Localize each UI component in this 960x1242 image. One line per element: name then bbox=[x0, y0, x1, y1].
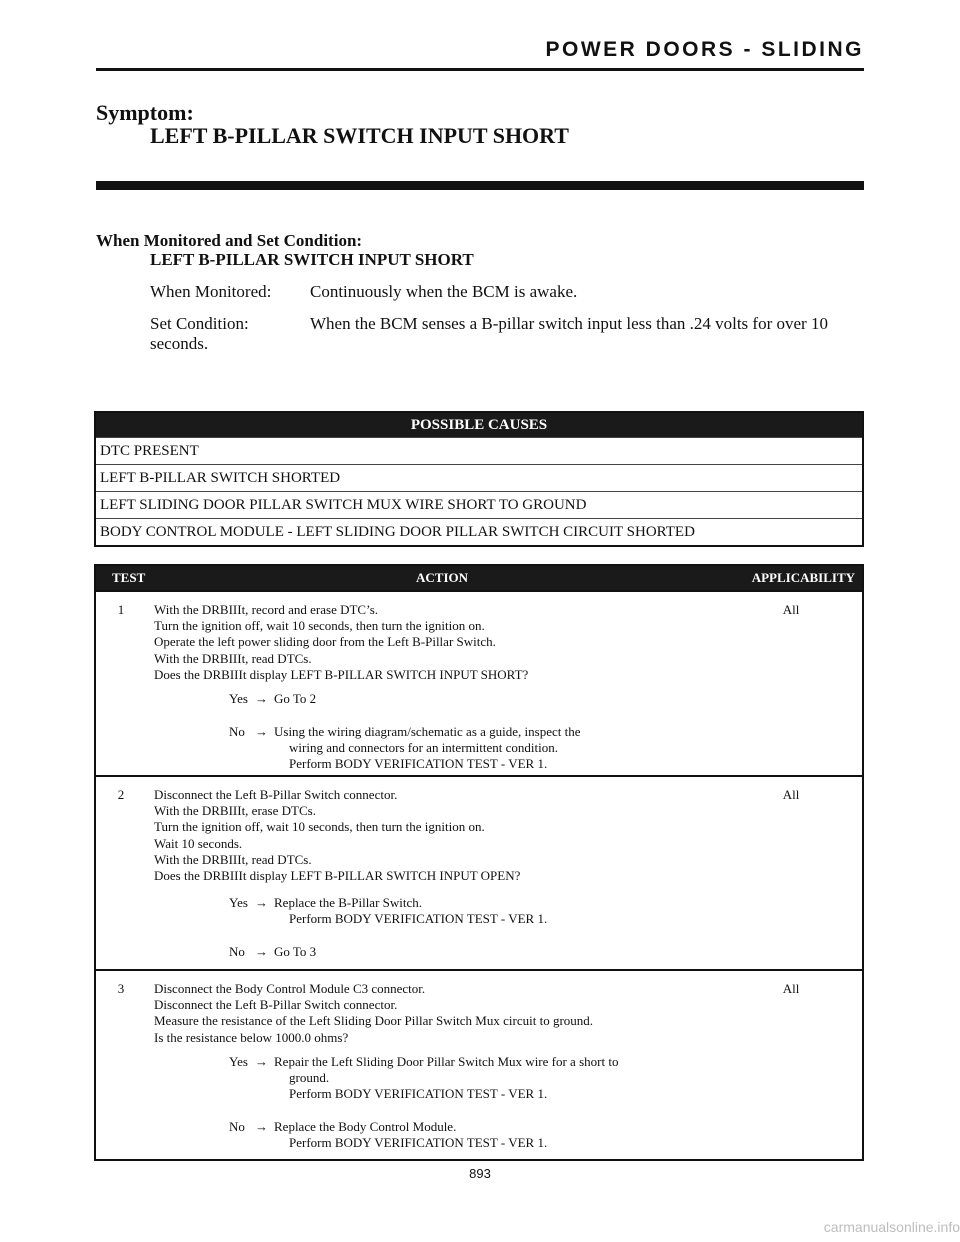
yes-text bbox=[274, 691, 717, 707]
action-line: Measure the resistance of the Left Sliding Door Pillar Switch Mux circuit to ground. bbox=[154, 1013, 594, 1029]
action-line: With the DRBIIIt, read DTCs. bbox=[154, 650, 312, 666]
set-condition-label: Set Condition: bbox=[150, 314, 249, 333]
when-monitored-label: When Monitored: bbox=[150, 282, 272, 301]
response-line: wiring and connectors for an intermittent condition. bbox=[289, 740, 558, 756]
divider-bar bbox=[96, 181, 864, 190]
applicability-header: APPLICABILITY bbox=[751, 570, 855, 585]
no-text bbox=[274, 724, 717, 773]
no-text bbox=[274, 944, 717, 960]
possible-causes-header: POSSIBLE CAUSES bbox=[96, 413, 862, 437]
action-line: With the DRBIIIt, erase DTCs. bbox=[154, 803, 316, 819]
section-title: POWER DOORS - SLIDING bbox=[545, 38, 864, 61]
response-line: Perform BODY VERIFICATION TEST - VER 1. bbox=[289, 911, 548, 927]
action-header: ACTION bbox=[416, 570, 469, 585]
cause-item: DTC PRESENT bbox=[96, 437, 862, 464]
action-line: With the DRBIIIt, read DTCs. bbox=[154, 851, 312, 867]
arrow-icon: → bbox=[255, 1119, 268, 1134]
no-label: No bbox=[229, 1119, 245, 1134]
arrow-icon: → bbox=[255, 691, 268, 706]
action-line: Turn the ignition off, wait 10 seconds, then turn the ignition on. bbox=[154, 618, 485, 634]
set-condition-line bbox=[150, 314, 864, 354]
possible-causes-table bbox=[94, 411, 864, 547]
no-label: No bbox=[229, 944, 245, 959]
test-applicability: All bbox=[782, 981, 800, 996]
response-line: Replace the B-Pillar Switch. bbox=[274, 895, 423, 910]
page-number: 893 bbox=[469, 1166, 491, 1181]
set-condition-text: When the BCM senses a B-pillar switch input less than .24 volts for over 10 seconds. bbox=[150, 314, 828, 353]
test-row-1 bbox=[96, 590, 862, 775]
watermark: carmanualsonline.info bbox=[823, 1219, 960, 1235]
arrow-icon: → bbox=[255, 895, 268, 910]
response-line: Repair the Left Sliding Door Pillar Switch Mux wire for a short to bbox=[274, 1054, 619, 1069]
symptom-title: LEFT B-PILLAR SWITCH INPUT SHORT bbox=[150, 123, 569, 148]
action-line: With the DRBIIIt, record and erase DTC’s. bbox=[154, 602, 379, 617]
action-line: Operate the left power sliding door from the Left B-Pillar Switch. bbox=[154, 634, 496, 650]
arrow-icon: → bbox=[255, 724, 268, 739]
response-line: Go To 2 bbox=[274, 691, 317, 706]
yes-text bbox=[274, 895, 717, 927]
response-line: Replace the Body Control Module. bbox=[274, 1119, 457, 1134]
no-text bbox=[274, 1119, 717, 1151]
monitor-heading: When Monitored and Set Condition: bbox=[96, 231, 363, 250]
test-number: 3 bbox=[117, 981, 125, 996]
response-line: Using the wiring diagram/schematic as a guide, inspect the bbox=[274, 724, 581, 739]
action-line: Disconnect the Left B-Pillar Switch connector. bbox=[154, 787, 398, 802]
action-line: Disconnect the Body Control Module C3 connector. bbox=[154, 981, 426, 996]
arrow-icon: → bbox=[255, 1054, 268, 1069]
test-action bbox=[154, 602, 718, 683]
test-applicability: All bbox=[782, 602, 800, 617]
test-header: TEST bbox=[112, 570, 146, 585]
action-line: Does the DRBIIIt display LEFT B-PILLAR SWITCH INPUT OPEN? bbox=[154, 868, 521, 884]
test-action bbox=[154, 787, 718, 884]
response-line: Go To 3 bbox=[274, 944, 317, 959]
cause-item: LEFT SLIDING DOOR PILLAR SWITCH MUX WIRE SHORT TO GROUND bbox=[96, 491, 862, 518]
cause-item: BODY CONTROL MODULE - LEFT SLIDING DOOR PILLAR SWITCH CIRCUIT SHORTED bbox=[96, 518, 862, 545]
action-line: Turn the ignition off, wait 10 seconds, then turn the ignition on. bbox=[154, 819, 485, 835]
test-table bbox=[94, 564, 864, 1161]
yes-label: Yes bbox=[229, 895, 248, 910]
response-line: Perform BODY VERIFICATION TEST - VER 1. bbox=[289, 1135, 548, 1151]
response-line: Perform BODY VERIFICATION TEST - VER 1. bbox=[289, 756, 548, 772]
test-action bbox=[154, 981, 718, 1046]
action-line: Disconnect the Left B-Pillar Switch connector. bbox=[154, 997, 398, 1013]
no-label: No bbox=[229, 724, 245, 739]
yes-text bbox=[274, 1054, 717, 1103]
response-line: Perform BODY VERIFICATION TEST - VER 1. bbox=[289, 1086, 548, 1102]
header-rule bbox=[96, 68, 864, 71]
action-line: Wait 10 seconds. bbox=[154, 835, 243, 851]
action-line: Is the resistance below 1000.0 ohms? bbox=[154, 1029, 349, 1045]
symptom-label: Symptom: bbox=[96, 100, 194, 125]
when-monitored-text: Continuously when the BCM is awake. bbox=[310, 282, 578, 301]
test-row-3 bbox=[96, 969, 862, 1159]
when-monitored-line bbox=[150, 282, 577, 302]
monitor-subheading: LEFT B-PILLAR SWITCH INPUT SHORT bbox=[150, 250, 474, 269]
yes-label: Yes bbox=[229, 691, 248, 706]
yes-label: Yes bbox=[229, 1054, 248, 1069]
test-number: 2 bbox=[117, 787, 125, 802]
test-applicability: All bbox=[782, 787, 800, 802]
test-row-2 bbox=[96, 775, 862, 969]
action-line: Does the DRBIIIt display LEFT B-PILLAR SWITCH INPUT SHORT? bbox=[154, 666, 529, 682]
arrow-icon: → bbox=[255, 944, 268, 959]
test-number: 1 bbox=[117, 602, 125, 617]
test-table-header bbox=[96, 566, 862, 590]
cause-item: LEFT B-PILLAR SWITCH SHORTED bbox=[96, 464, 862, 491]
response-line: ground. bbox=[289, 1070, 330, 1086]
